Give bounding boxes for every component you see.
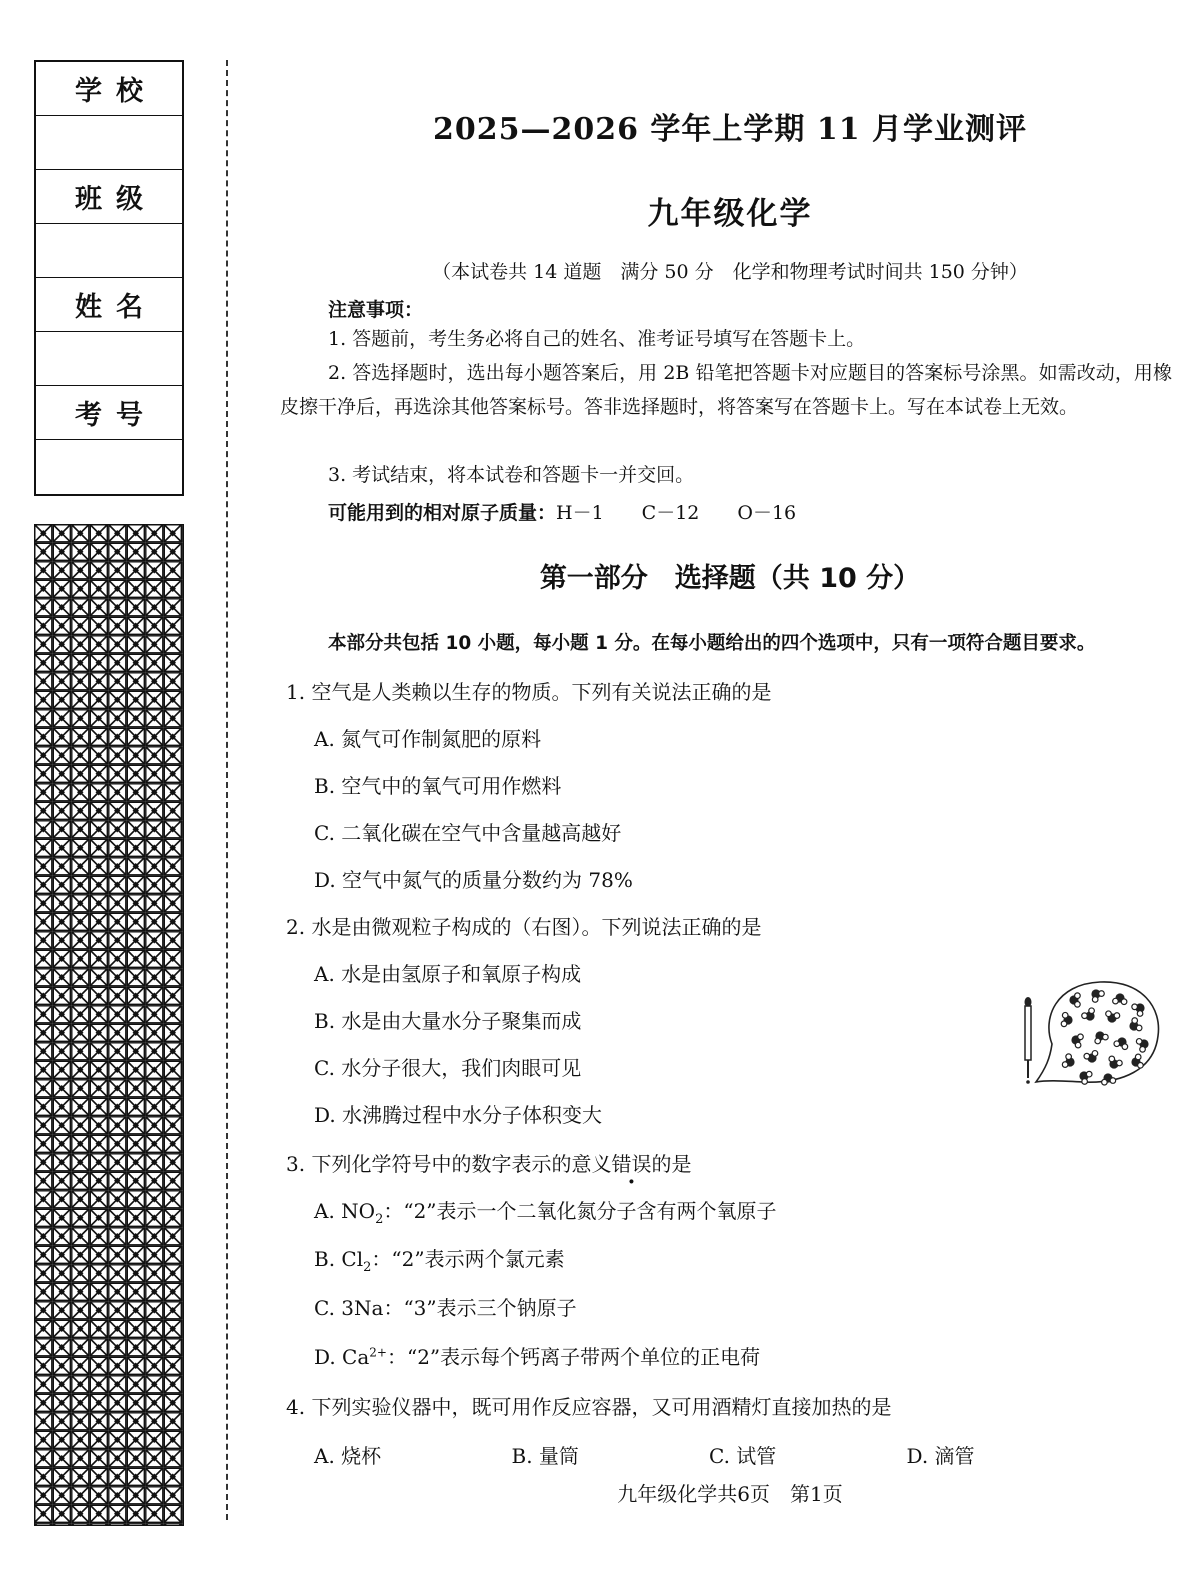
dropper-icon [1025, 997, 1032, 1084]
exam-title: 2025—2026 学年上学期 11 月学业测评 [432, 112, 1028, 147]
part-title: 第一部分 选择题（共 10 分） [539, 563, 921, 594]
question-1-stem: 1. 空气是人类赖以生存的物质。下列有关说法正确的是 [286, 680, 772, 704]
atomic-mass-label: 可能用到的相对原子质量： [328, 502, 557, 524]
part-description: 本部分共包括 10 小题，每小题 1 分。在每小题给出的四个选项中，只有一项符合题目要求。 [328, 633, 1096, 654]
question-1-option-c[interactable]: C. 二氧化碳在空气中含量越高越好 [314, 821, 622, 845]
question-3-option-c[interactable]: C. 3Na：“3”表示三个钠原子 [314, 1296, 577, 1320]
exam-number-field[interactable] [36, 440, 182, 494]
notice-item-2: 2. 答选择题时，选出每小题答案后，用 2B 铅笔把答题卡对应题目的答案标号涂黑。如需改动，用橡皮擦干净后，再选涂其他答案标号。答非选择题时，将答案写在答题卡上。写在本试卷上无效。 [280, 362, 1172, 418]
question-3-stem-post: 的是 [651, 1152, 692, 1176]
question-4-options [314, 1440, 1104, 1469]
q3b-subscript: 2 [363, 1260, 372, 1275]
q3a-formula: A. NO [314, 1199, 376, 1223]
notice-item-1: 1. 答题前，考生务必将自己的姓名、准考证号填写在答题卡上。 [328, 328, 866, 350]
page-footer: 九年级化学共6页 第1页 [617, 1482, 843, 1506]
student-info-box [34, 60, 184, 496]
notice-item-3: 3. 考试结束，将本试卷和答题卡一并交回。 [328, 464, 695, 486]
question-2-option-b[interactable]: B. 水是由大量水分子聚集而成 [314, 1009, 582, 1033]
question-4-option-c[interactable]: C. 试管 [709, 1444, 777, 1468]
exam-info: （本试卷共 14 道题 满分 50 分 化学和物理考试时间共 150 分钟） [432, 261, 1028, 283]
atomic-mass-values: H－1 C－12 O－16 [556, 502, 797, 524]
school-label: 学校 [36, 62, 182, 116]
school-field[interactable] [36, 116, 182, 170]
class-field[interactable] [36, 224, 182, 278]
exam-number-label: 考号 [36, 386, 182, 440]
question-2-option-a[interactable]: A. 水是由氢原子和氧原子构成 [314, 962, 582, 986]
q3b-text: ：“2”表示两个氯元素 [371, 1247, 565, 1271]
notice-heading: 注意事项： [328, 299, 424, 321]
binding-cut-line [226, 60, 228, 1520]
question-2-option-d[interactable]: D. 水沸腾过程中水分子体积变大 [314, 1103, 603, 1127]
q3d-formula: D. Ca [314, 1345, 370, 1369]
subject-title: 九年级化学 [647, 196, 813, 232]
question-3-stem-emphasis: 错误 [611, 1152, 652, 1176]
question-4-stem: 4. 下列实验仪器中，既可用作反应容器，又可用酒精灯直接加热的是 [286, 1395, 892, 1419]
q3a-subscript: 2 [375, 1212, 384, 1227]
question-1-option-a[interactable]: A. 氮气可作制氮肥的原料 [314, 727, 542, 751]
name-field[interactable] [36, 332, 182, 386]
atomic-mass-line [328, 498, 796, 525]
anti-copy-pattern [34, 524, 184, 1526]
question-1-option-b[interactable]: B. 空气中的氧气可用作燃料 [314, 774, 562, 798]
water-molecule-figure [1012, 978, 1172, 1088]
question-3-stem [286, 1148, 691, 1177]
question-4-option-d[interactable]: D. 滴管 [906, 1444, 975, 1468]
class-label: 班级 [36, 170, 182, 224]
q3b-formula: B. Cl [314, 1247, 364, 1271]
question-3-option-b[interactable] [314, 1243, 565, 1275]
q3d-text: ：“2”表示每个钙离子带两个单位的正电荷 [386, 1345, 761, 1369]
q3d-superscript: 2+ [369, 1345, 387, 1360]
question-3-option-a[interactable] [314, 1195, 777, 1227]
question-4-option-a[interactable]: A. 烧杯 [314, 1444, 382, 1468]
q3a-text: ：“2”表示一个二氧化氮分子含有两个氧原子 [383, 1199, 777, 1223]
question-2-stem: 2. 水是由微观粒子构成的（右图）。下列说法正确的是 [286, 915, 762, 939]
name-label: 姓名 [36, 278, 182, 332]
question-4-option-b[interactable]: B. 量筒 [511, 1444, 579, 1468]
question-1-option-d[interactable]: D. 空气中氮气的质量分数约为 78% [314, 868, 633, 892]
question-2-option-c[interactable]: C. 水分子很大，我们肉眼可见 [314, 1056, 582, 1080]
question-3-stem-pre: 3. 下列化学符号中的数字表示的意义 [286, 1152, 612, 1176]
question-3-option-d[interactable] [314, 1341, 760, 1370]
